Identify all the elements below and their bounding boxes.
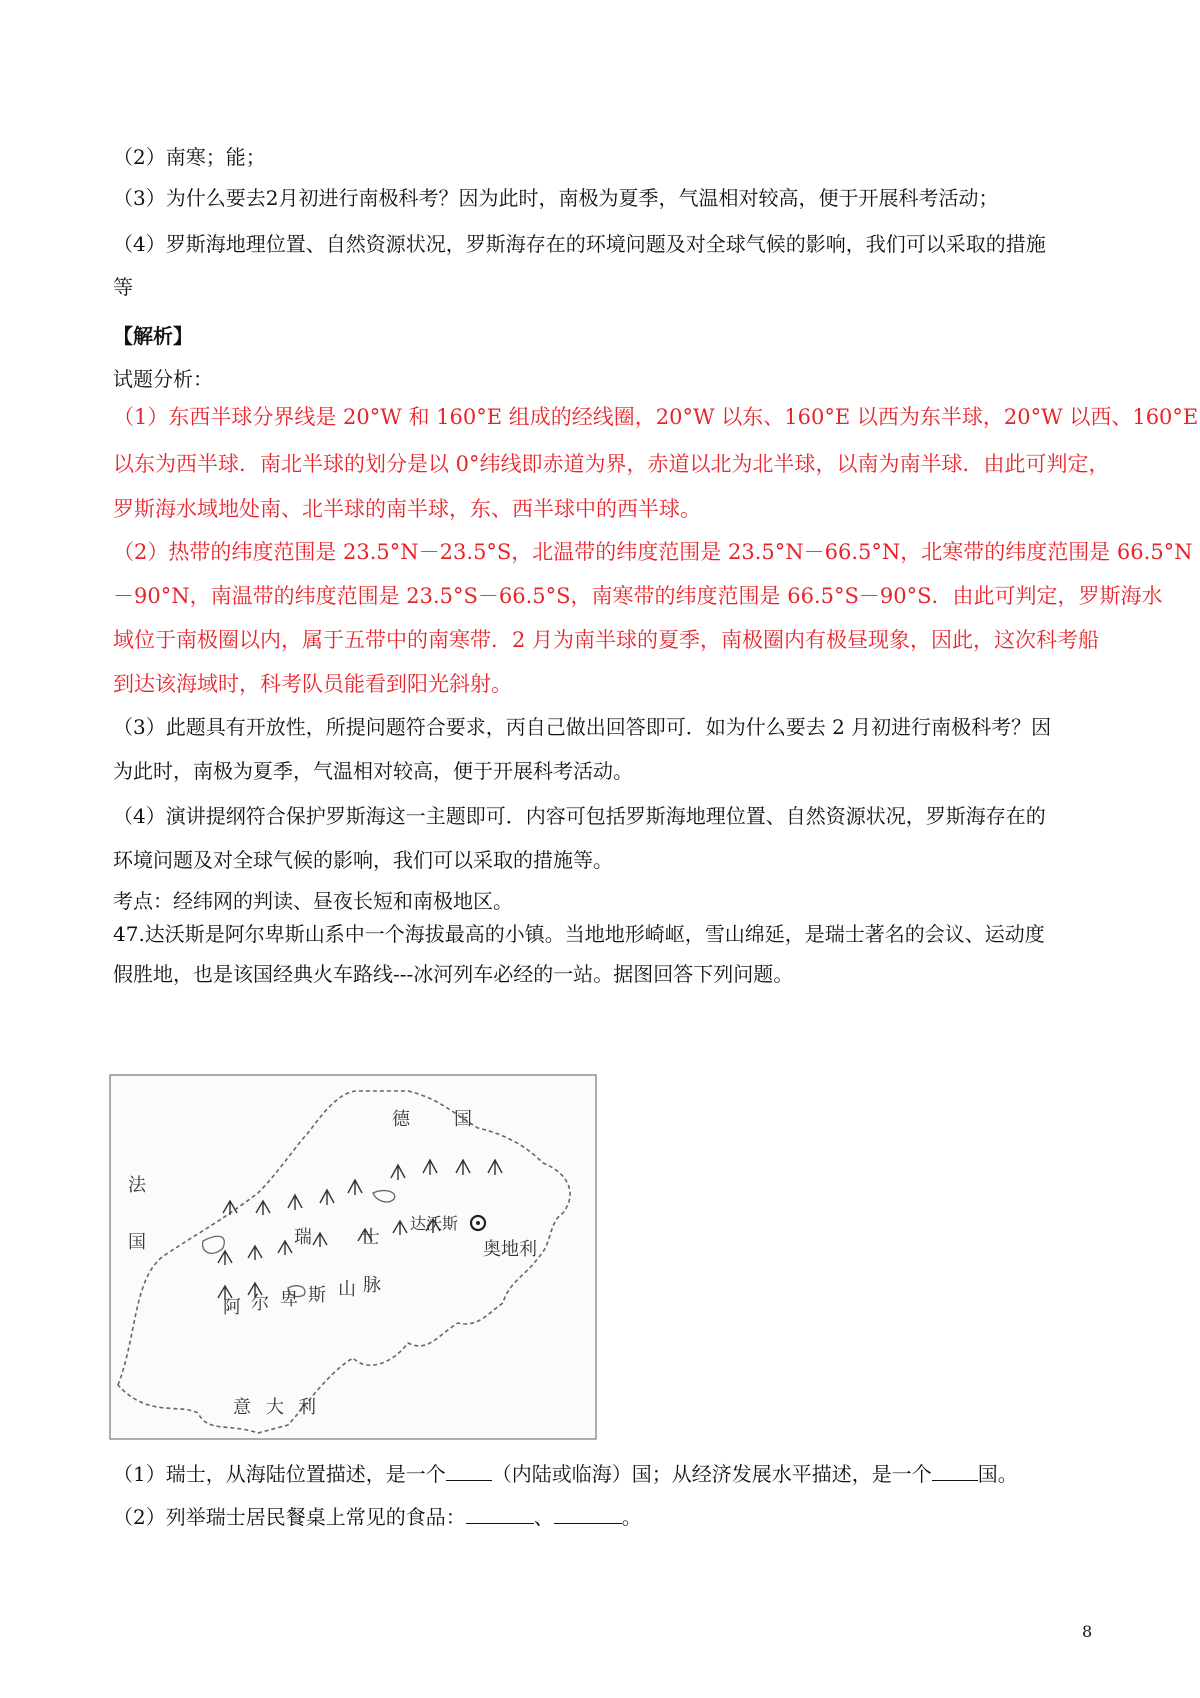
label-italy-char: 大 xyxy=(266,1397,284,1418)
answer-2: （2）南寒；能； xyxy=(113,145,266,169)
analysis-p1-line: 以东为西半球．南北半球的划分是以 0°纬线即赤道为界，赤道以北为北半球，以南为南半球．由此可判定， xyxy=(113,452,1110,476)
q2-end: 。 xyxy=(621,1505,642,1529)
label-germany-2: 国 xyxy=(454,1109,472,1130)
q47-question-1 xyxy=(113,1459,1103,1489)
analysis-p4-line: 环境问题及对全球气候的影响，我们可以采取的措施等。 xyxy=(113,848,613,872)
label-alps-char: 山 xyxy=(338,1279,356,1300)
davos-marker-dot xyxy=(476,1221,480,1225)
label-austria: 奥地利 xyxy=(483,1239,537,1260)
q2-blank-2[interactable] xyxy=(554,1503,622,1524)
analysis-heading: 【解析】 xyxy=(113,324,193,348)
analysis-p1-line: 罗斯海水域地处南、北半球的南半球，东、西半球中的西半球。 xyxy=(113,497,701,521)
label-alps-char: 阿 xyxy=(223,1297,241,1318)
label-italy-char: 利 xyxy=(298,1397,316,1418)
answer-3: （3）为什么要去2月初进行南极科考？因为此时，南极为夏季，气温相对较高，便于开展科考活动； xyxy=(113,186,999,210)
label-france-1: 法 xyxy=(128,1175,146,1196)
label-alps-char: 尔 xyxy=(251,1293,269,1314)
analysis-p3-line: 为此时，南极为夏季，气温相对较高，便于开展科考活动。 xyxy=(113,759,633,783)
q1-blank-2[interactable] xyxy=(932,1460,978,1481)
label-italy-char: 意 xyxy=(233,1397,251,1418)
analysis-p4-line: （4）演讲提纲符合保护罗斯海这一主题即可．内容可包括罗斯海地理位置、自然资源状况，罗斯海存在的 xyxy=(113,804,1046,828)
q1-text-b: （内陆或临海）国；从经济发展水平描述，是一个 xyxy=(491,1462,932,1486)
label-switzerland-1: 瑞 xyxy=(294,1227,312,1248)
label-alps-char: 斯 xyxy=(308,1285,326,1306)
analysis-p2-line: －90°N，南温带的纬度范围是 23.5°S－66.5°S，南寒带的纬度范围是 66.5°S－90°S．由此可判定，罗斯海水 xyxy=(113,584,1163,608)
q1-text-c: 国。 xyxy=(977,1462,1018,1486)
page-number: 8 xyxy=(1082,1622,1093,1641)
q2-separator: 、 xyxy=(533,1505,554,1529)
label-alps-char: 脉 xyxy=(363,1275,381,1296)
kaodian: 考点：经纬网的判读、昼夜长短和南极地区。 xyxy=(113,889,513,913)
label-france-2: 国 xyxy=(128,1232,146,1253)
answer-4-line-2: 等 xyxy=(113,275,133,299)
label-germany-1: 德 xyxy=(392,1109,410,1130)
analysis-p2-line: （2）热带的纬度范围是 23.5°N－23.5°S，北温带的纬度范围是 23.5°N－66.5°N，北寒带的纬度范围是 66.5°N xyxy=(113,540,1193,564)
analysis-subheading: 试题分析： xyxy=(113,367,213,391)
q47-stem-line-2: 假胜地，也是该国经典火车路线---冰河列车必经的一站。据图回答下列问题。 xyxy=(113,962,794,986)
q47-stem-line-1: 47.达沃斯是阿尔卑斯山系中一个海拔最高的小镇。当地地形崎岖，雪山绵延，是瑞士著名的会议、运动度 xyxy=(113,922,1045,946)
label-alps-char: 卑 xyxy=(280,1289,298,1310)
q47-question-2 xyxy=(113,1502,1103,1532)
q2-text: （2）列举瑞士居民餐桌上常见的食品： xyxy=(113,1505,466,1529)
analysis-p1-line: （1）东西半球分界线是 20°W 和 160°E 组成的经线圈，20°W 以东、160°E 以西为东半球，20°W 以西、160°E xyxy=(113,405,1199,429)
q2-blank-1[interactable] xyxy=(466,1503,534,1524)
answer-4-line-1: （4）罗斯海地理位置、自然资源状况，罗斯海存在的环境问题及对全球气候的影响，我们可以采取的措施 xyxy=(113,232,1046,256)
analysis-p2-line: 到达该海域时，科考队员能看到阳光斜射。 xyxy=(113,672,512,696)
q1-text-a: （1）瑞士，从海陆位置描述，是一个 xyxy=(113,1462,446,1486)
q1-blank-1[interactable] xyxy=(446,1460,492,1481)
analysis-p3-line: （3）此题具有开放性，所提问题符合要求，丙自己做出回答即可．如为什么要去 2 月初进行南极科考？因 xyxy=(113,715,1052,739)
label-switzerland-2: 士 xyxy=(362,1227,380,1248)
switzerland-map xyxy=(108,1073,598,1441)
label-davos: 达沃斯 xyxy=(410,1214,459,1233)
analysis-p2-line: 域位于南极圈以内，属于五带中的南寒带．2 月为南半球的夏季，南极圈内有极昼现象，因此，这次科考船 xyxy=(113,628,1100,652)
